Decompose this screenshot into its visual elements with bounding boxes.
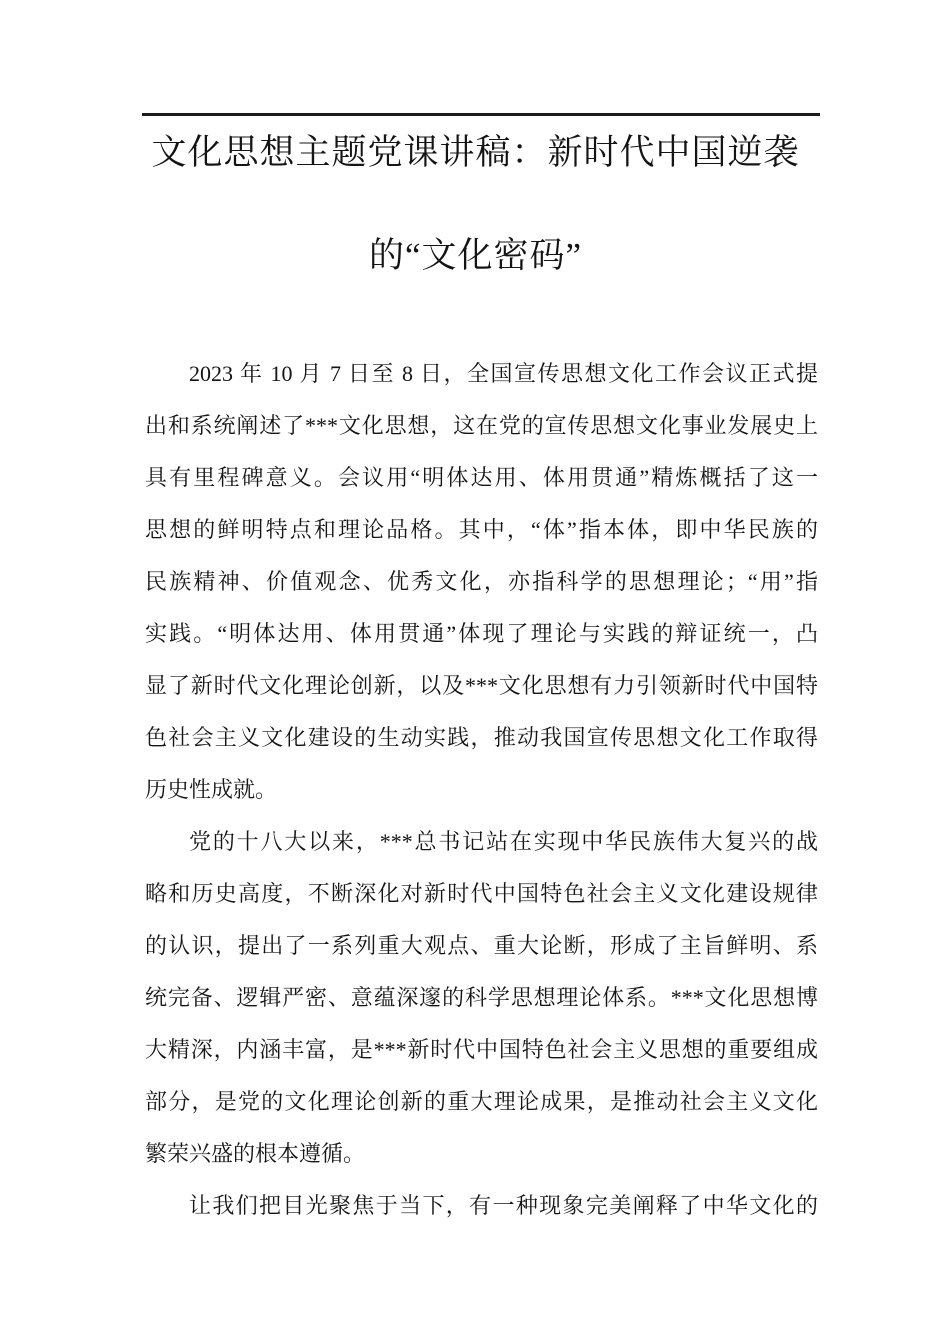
body-line: 显了新时代文化理论创新，以及***文化思想有力引领新时代中国特: [145, 673, 818, 698]
body-line: 实践。“明体达用、体用贯通”体现了理论与实践的辩证统一，凸: [145, 621, 818, 646]
body-line: 繁荣兴盛的根本遵循。: [145, 1141, 366, 1166]
body-line: 部分，是党的文化理论创新的重大理论成果，是推动社会主义文化: [145, 1089, 818, 1114]
body-line: 色社会主义文化建设的生动实践，推动我国宣传思想文化工作取得: [145, 725, 818, 750]
body-line: 民族精神、价值观念、优秀文化，亦指科学的思想理论；“用”指: [145, 569, 818, 594]
body-line: 让我们把目光聚焦于当下，有一种现象完美阐释了中华文化的: [189, 1193, 818, 1218]
body-line: 大精深，内涵丰富，是***新时代中国特色社会主义思想的重要组成: [145, 1037, 818, 1062]
body-line: 党的十八大以来，***总书记站在实现中华民族伟大复兴的战: [189, 829, 818, 854]
body-line: 历史性成就。: [145, 777, 278, 802]
title-line-1: 文化思想主题党课讲稿：新时代中国逆袭: [151, 133, 800, 172]
body-line: 统完备、逻辑严密、意蕴深邃的科学思想理论体系。***文化思想博: [145, 985, 818, 1010]
title-divider-line: [142, 113, 820, 116]
body-line: 思想的鲜明特点和理论品格。其中，“体”指本体，即中华民族的: [145, 517, 818, 542]
document-body: [145, 348, 818, 1232]
body-line: 出和系统阐述了***文化思想，这在党的宣传思想文化事业发展史上: [145, 413, 818, 438]
body-line: 具有里程碑意义。会议用“明体达用、体用贯通”精炼概括了这一: [145, 465, 818, 490]
body-line: 的认识，提出了一系列重大观点、重大论断，形成了主旨鲜明、系: [145, 933, 818, 958]
body-line: 略和历史高度，不断深化对新时代中国特色社会主义文化建设规律: [145, 881, 818, 906]
title-line-2: 的“文化密码”: [368, 236, 583, 275]
body-line: 2023 年 10 月 7 日至 8 日，全国宣传思想文化工作会议正式提: [189, 361, 818, 386]
document-title: [138, 127, 813, 282]
